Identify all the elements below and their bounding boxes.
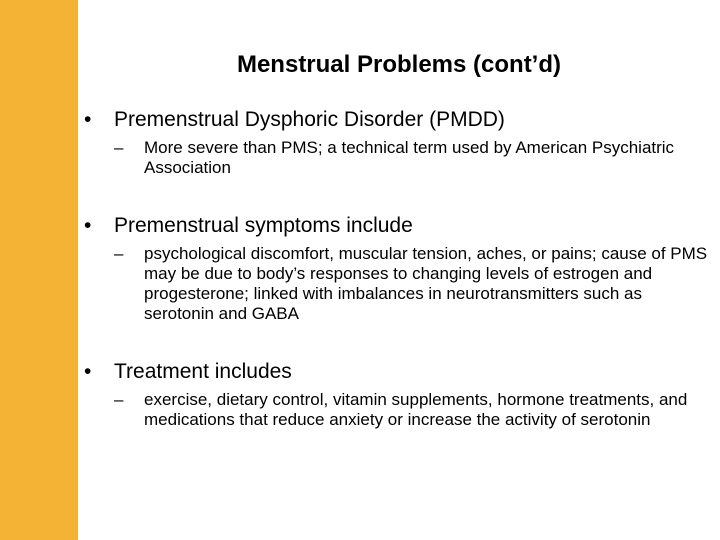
bullet-text: Treatment includes [114,360,292,383]
sub-bullet-text: psychological discomfort, muscular tension, aches, or pains; cause of PMS may be due to body’s responses to changing levels of estrogen and progesterone; linked with imbalances in neurotransmitters such as serotonin and GABA [144,244,708,323]
sub-bullet-text: exercise, dietary control, vitamin supplements, hormone treatments, and medications that reduce anxiety or increase the activity of serotonin [144,390,688,429]
slide-title: Menstrual Problems (cont’d) [236,51,562,78]
sub-bullet-text: More severe than PMS; a technical term used by American Psychiatric Association [144,138,675,177]
bullet-mark: • [84,360,92,383]
bullet-text: Premenstrual symptoms include [114,214,413,237]
spacer [84,178,714,214]
sub-item-pmdd [114,138,714,178]
bullet-item-treatment [84,360,714,384]
sub-bullet-mark: – [114,390,124,409]
slide-content [84,108,714,430]
sub-item-symptoms [114,244,714,324]
sub-item-treatment [114,390,714,430]
bullet-item-symptoms [84,214,714,238]
spacer [84,324,714,360]
sub-bullet-mark: – [114,138,124,157]
bullet-mark: • [84,214,92,237]
bullet-text: Premenstrual Dysphoric Disorder (PMDD) [114,108,505,131]
sub-bullet-mark: – [114,244,124,263]
bullet-mark: • [84,108,92,131]
accent-bar [0,0,78,540]
bullet-item-pmdd [84,108,714,132]
